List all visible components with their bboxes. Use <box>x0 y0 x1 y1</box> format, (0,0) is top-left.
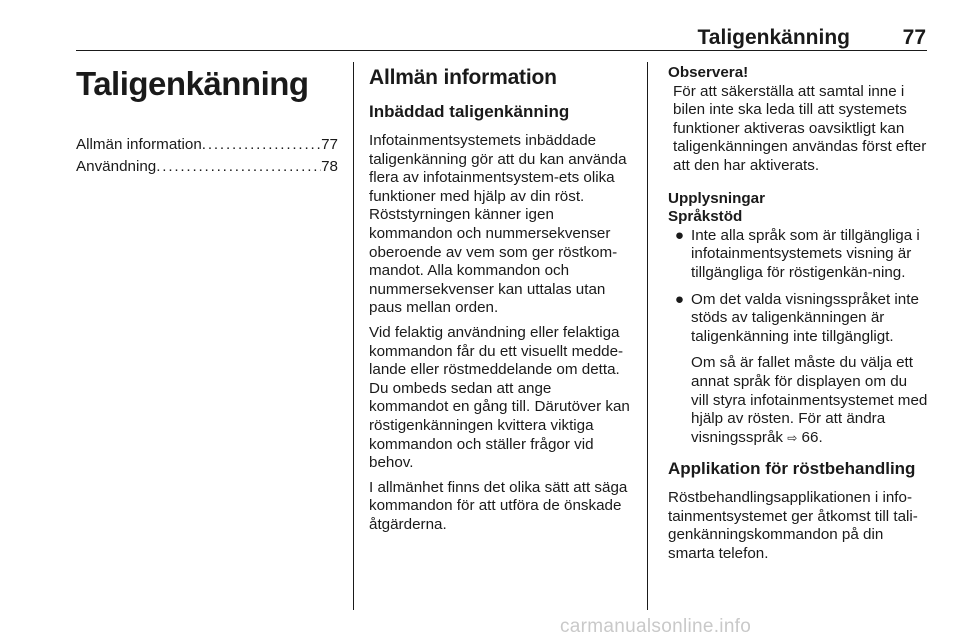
toc-label: Allmän information <box>76 136 202 153</box>
paragraph: Vid felaktig användning eller felaktiga kommandon får du ett visuellt medde-lande eller röstmeddelande om detta. Du ombeds sedan att ange kommandot en gång till. Därutöver kan röstigenkänningen kvittera viktiga kommandon och ställer frågor vid behov. <box>369 323 630 472</box>
paragraph: I allmänhet finns det olika sätt att säga kommandon för att utföra de önskade åtgärderna. <box>369 478 628 533</box>
continuation-text: Om så är fallet måste du välja ett annat språk för displayen om du vill styra infotainmentsystemet med hjälp av rösten. För att ändra visningsspråk <box>691 354 928 446</box>
page-number: 77 <box>902 26 926 49</box>
column-toc <box>76 64 338 178</box>
toc-page: 78 <box>321 158 338 175</box>
language-support-label: Språkstöd <box>668 208 743 226</box>
page-reference-link[interactable]: 66. <box>801 428 823 446</box>
note-body: För att säkerställa att samtal inne i bilen inte ska leda till att systemets funktioner aktiveras oavsiktligt kan taligenkänningen användas först efter att den har aktiverats. <box>673 82 927 174</box>
toc-leader <box>156 156 321 178</box>
column-general-info <box>369 64 633 540</box>
section-heading: Applikation för röstbehandling <box>668 459 916 479</box>
column-divider-right <box>647 62 648 610</box>
list-item-text: Om det valda visningsspråket inte stöds av taligenkänningen är taligenkänning inte tillgängligt. <box>691 290 919 345</box>
header-title: Taligenkänning <box>697 26 850 49</box>
list-item <box>668 227 928 283</box>
bullet-icon: ● <box>674 290 685 308</box>
list-item <box>668 291 928 347</box>
chapter-title: Taligenkänning <box>76 65 309 102</box>
column-notes <box>668 64 928 570</box>
toc-page: 77 <box>321 136 338 153</box>
watermark: carmanualsonline.info <box>560 616 752 637</box>
note-title: Observera! <box>668 64 749 81</box>
toc-entry[interactable] <box>76 156 338 178</box>
paragraph: Infotainmentsystemets inbäddade taligenkänning gör att du kan använda flera av infotainmentsystem-ets olika funktioner med hjälp av din röst. Röststyrningen känner igen kommandon och nummersekvenser oberoende av vem som ger röstkom-mandot. Alla kommandon och nummersekvenser kan uttalas utan paus mellan orden. <box>369 132 627 317</box>
toc-label: Användning <box>76 158 157 175</box>
column-divider-left <box>353 62 354 610</box>
info-label: Upplysningar <box>668 189 766 207</box>
section-heading: Allmän information <box>369 66 557 89</box>
list-item-text: Inte alla språk som är tillgängliga i infotainmentsystemets visning är tillgängliga för röstigenkän-ning. <box>691 226 920 281</box>
arrow-reference-icon: ⇨ <box>787 430 798 445</box>
header-rule <box>76 50 927 51</box>
paragraph: Röstbehandlingsapplikationen i info-tainmentsystemet ger åtkomst till tali-genkänningskommandon på din smarta telefon. <box>668 489 918 563</box>
bullet-continuation <box>668 354 928 447</box>
toc-leader <box>202 134 321 156</box>
subsection-heading: Inbäddad taligenkänning <box>369 102 570 121</box>
toc-entry[interactable] <box>76 134 338 156</box>
bullet-icon: ● <box>674 226 685 244</box>
